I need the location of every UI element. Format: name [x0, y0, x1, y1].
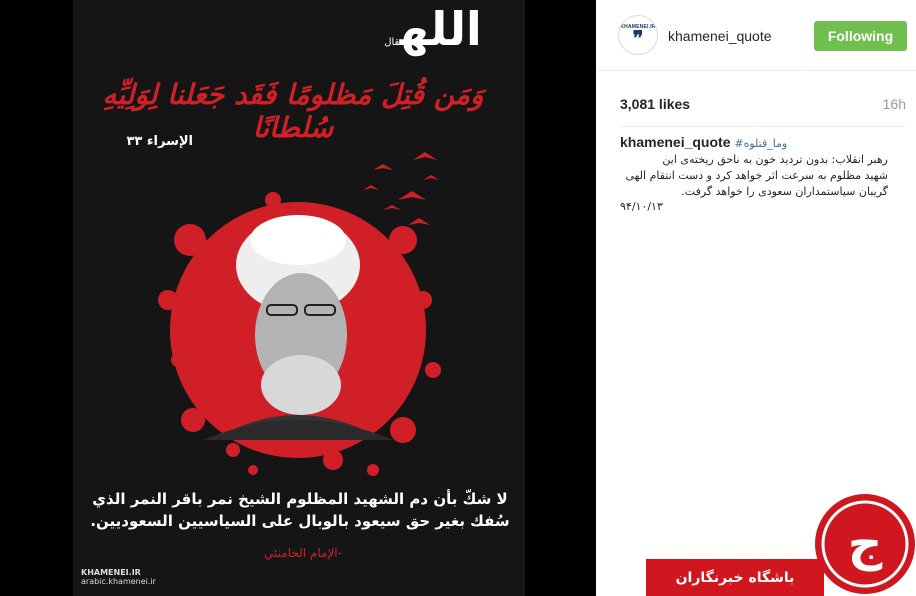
poster-quote — [85, 488, 515, 532]
caption-line-1: رهبر انقلاب: بدون تردید خون به ناحق ریخته‌ی این — [662, 153, 888, 166]
caption-hashtag[interactable]: #وما_قتلوه — [734, 137, 788, 150]
post-image[interactable] — [73, 0, 525, 596]
poster-heading: اللهقال — [384, 2, 482, 56]
watermark-banner: باشگاه خبرنگاران — [646, 559, 824, 596]
caption-date: ۹۴/۱۰/۱۳ — [620, 200, 663, 213]
username-link[interactable]: khamenei_quote — [668, 28, 772, 44]
divider — [620, 126, 906, 127]
poster-heading-small: قال — [384, 37, 400, 48]
poster-verse: وَمَن قُتِلَ مَظلومًا فَقَد جَعَلنا لِوَلِيِّهِ سُلطانًا — [102, 78, 484, 144]
caption-username[interactable]: khamenei_quote — [620, 134, 731, 150]
quote-icon: ❞ — [632, 26, 644, 50]
avatar-logo-text: KHAMENEI.IR — [620, 24, 656, 30]
following-button[interactable]: Following — [814, 21, 907, 51]
watermark-badge-letter: ج — [847, 516, 883, 572]
poster-quote-line-2: سُفك بغير حق سيعود بالوبال على السياسيين السعوديين. — [90, 512, 510, 530]
poster-quote-line-1: لا شكّ بأن دم الشهيد المظلوم الشيخ نمر باقر النمر الذي — [92, 490, 508, 508]
post-time[interactable]: 16h — [882, 96, 906, 112]
post-caption — [620, 134, 910, 213]
likes-count[interactable]: 3,081 likes — [620, 96, 691, 112]
post-header — [596, 0, 916, 71]
avatar[interactable] — [618, 15, 658, 55]
watermark-badge-icon — [807, 488, 915, 596]
caption-line-3: گریبان سیاستمداران سعودی را خواهد گرفت. — [681, 185, 888, 198]
poster-logo — [81, 568, 156, 586]
poster-attribution: -الإمام الخامنئي — [264, 546, 342, 560]
caption-text — [620, 152, 888, 200]
poster-logo-url: arabic.khamenei.ir — [81, 577, 156, 586]
poster-logo-name: KHAMENEI.IR — [81, 568, 141, 577]
caption-line-2: شهید مظلوم به سرعت اثر خواهد کرد و دست انتقام الهی — [625, 169, 888, 182]
poster-verse-reference: الإسراء ٣٣ — [126, 134, 193, 149]
